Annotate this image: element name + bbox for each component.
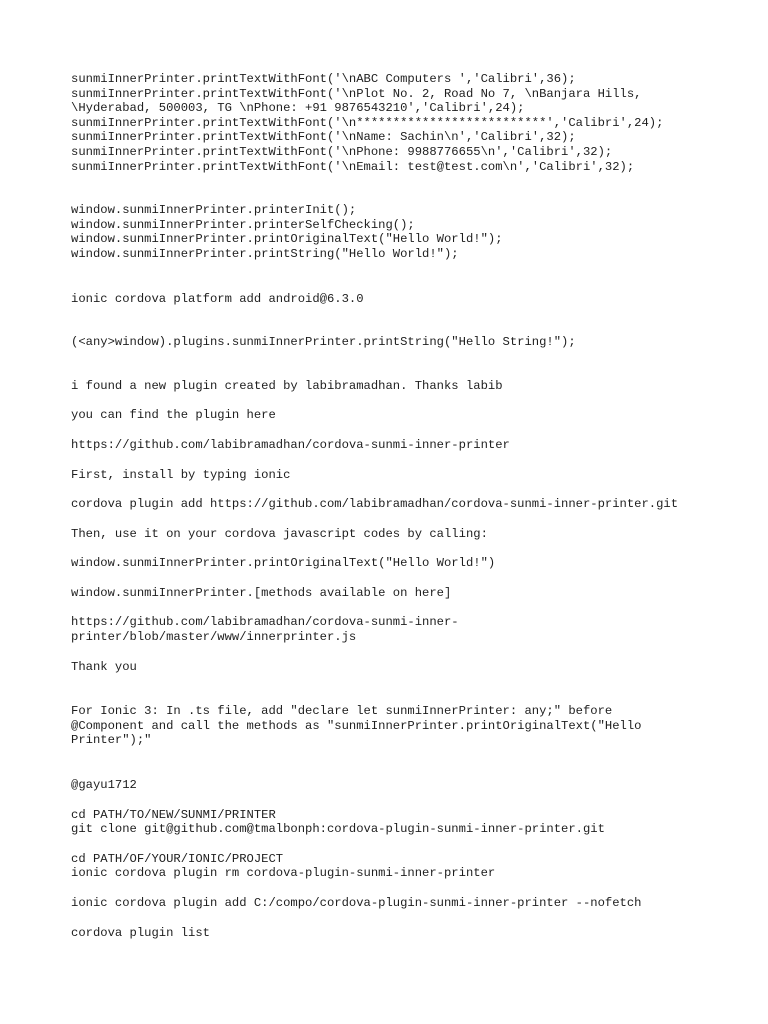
plugin-add-local-command (71, 896, 731, 911)
innerprinter-js-url (71, 615, 731, 644)
answer-intro-text (71, 379, 731, 394)
code-line: sunmiInnerPrinter.printTextWithFont('\n**************************','Calibri',24); (71, 115, 664, 130)
code-line: ionic cordova plugin rm cordova-plugin-sunmi-inner-printer (71, 866, 496, 881)
code-line: window.sunmiInnerPrinter.printString("Hello World!"); (71, 246, 459, 261)
install-instruction-text (71, 468, 731, 483)
printer-init-code-block (71, 203, 731, 261)
document-page (71, 72, 731, 940)
code-line: \Hyderabad, 500003, TG \nPhone: +91 9876543210','Calibri',24); (71, 101, 525, 116)
code-line: ionic cordova platform add android@6.3.0 (71, 291, 364, 306)
code-line: window.sunmiInnerPrinter.printerInit(); (71, 203, 357, 218)
print-original-text-code (71, 556, 731, 571)
text-line: Printer");" (71, 733, 152, 748)
plugin-repo-url (71, 438, 731, 453)
code-line: cordova plugin add https://github.com/labibramadhan/cordova-sunmi-inner-printer.git (71, 497, 679, 512)
plugin-rm-commands-block (71, 852, 731, 881)
code-line: sunmiInnerPrinter.printTextWithFont('\nPlot No. 2, Road No 7, \nBanjara Hills, (71, 86, 642, 101)
text-line: i found a new plugin created by labibramadhan. Thanks labib (71, 378, 503, 393)
print-text-with-font-code-block (71, 72, 731, 174)
code-line: cordova plugin list (71, 925, 210, 940)
methods-available-text (71, 586, 731, 601)
text-line: Thank you (71, 659, 137, 674)
code-line: window.sunmiInnerPrinter.[methods available on here] (71, 585, 452, 600)
plugin-list-command (71, 926, 731, 941)
code-line: ionic cordova plugin add C:/compo/cordova-plugin-sunmi-inner-printer --nofetch (71, 896, 642, 910)
code-line: sunmiInnerPrinter.printTextWithFont('\nName: Sachin\n','Calibri',32); (71, 130, 576, 145)
text-line: https://github.com/labibramadhan/cordova-sunmi-inner-printer (71, 437, 510, 452)
clone-commands-block (71, 808, 731, 837)
text-line: https://github.com/labibramadhan/cordova-sunmi-inner- (71, 615, 459, 630)
text-line: printer/blob/master/www/innerprinter.js (71, 630, 357, 645)
plugin-add-command (71, 497, 731, 512)
text-line: @Component and call the methods as "sunmiInnerPrinter.printOriginalText("Hello (71, 718, 642, 733)
text-line: @gayu1712 (71, 778, 137, 793)
code-line: window.sunmiInnerPrinter.printerSelfChecking(); (71, 217, 415, 232)
code-line: sunmiInnerPrinter.printTextWithFont('\nPhone: 9988776655\n','Calibri',32); (71, 144, 613, 159)
thank-you-text (71, 660, 731, 675)
code-line: cd PATH/TO/NEW/SUNMI/PRINTER (71, 807, 276, 822)
text-line: Then, use it on your cordova javascript codes by calling: (71, 526, 488, 541)
ionic3-instruction-text (71, 704, 731, 748)
code-line: sunmiInnerPrinter.printTextWithFont('\nEmail: test@test.com\n','Calibri',32); (71, 159, 635, 174)
code-line: git clone git@github.com@tmalbonph:cordova-plugin-sunmi-inner-printer.git (71, 822, 605, 837)
code-line: cd PATH/OF/YOUR/IONIC/PROJECT (71, 851, 284, 866)
platform-add-command (71, 292, 731, 307)
text-line: For Ionic 3: In .ts file, add "declare let sunmiInnerPrinter: any;" before (71, 704, 613, 719)
code-line: (<any>window).plugins.sunmiInnerPrinter.printString("Hello String!"); (71, 335, 576, 350)
print-string-code (71, 335, 731, 350)
plugin-hint-text (71, 408, 731, 423)
user-mention (71, 778, 731, 793)
usage-instruction-text (71, 527, 731, 542)
code-line: sunmiInnerPrinter.printTextWithFont('\nABC Computers ','Calibri',36); (71, 72, 576, 86)
text-line: First, install by typing ionic (71, 467, 291, 482)
code-line: window.sunmiInnerPrinter.printOriginalText("Hello World!"); (71, 232, 503, 247)
text-line: you can find the plugin here (71, 408, 276, 423)
code-line: window.sunmiInnerPrinter.printOriginalText("Hello World!") (71, 556, 496, 571)
